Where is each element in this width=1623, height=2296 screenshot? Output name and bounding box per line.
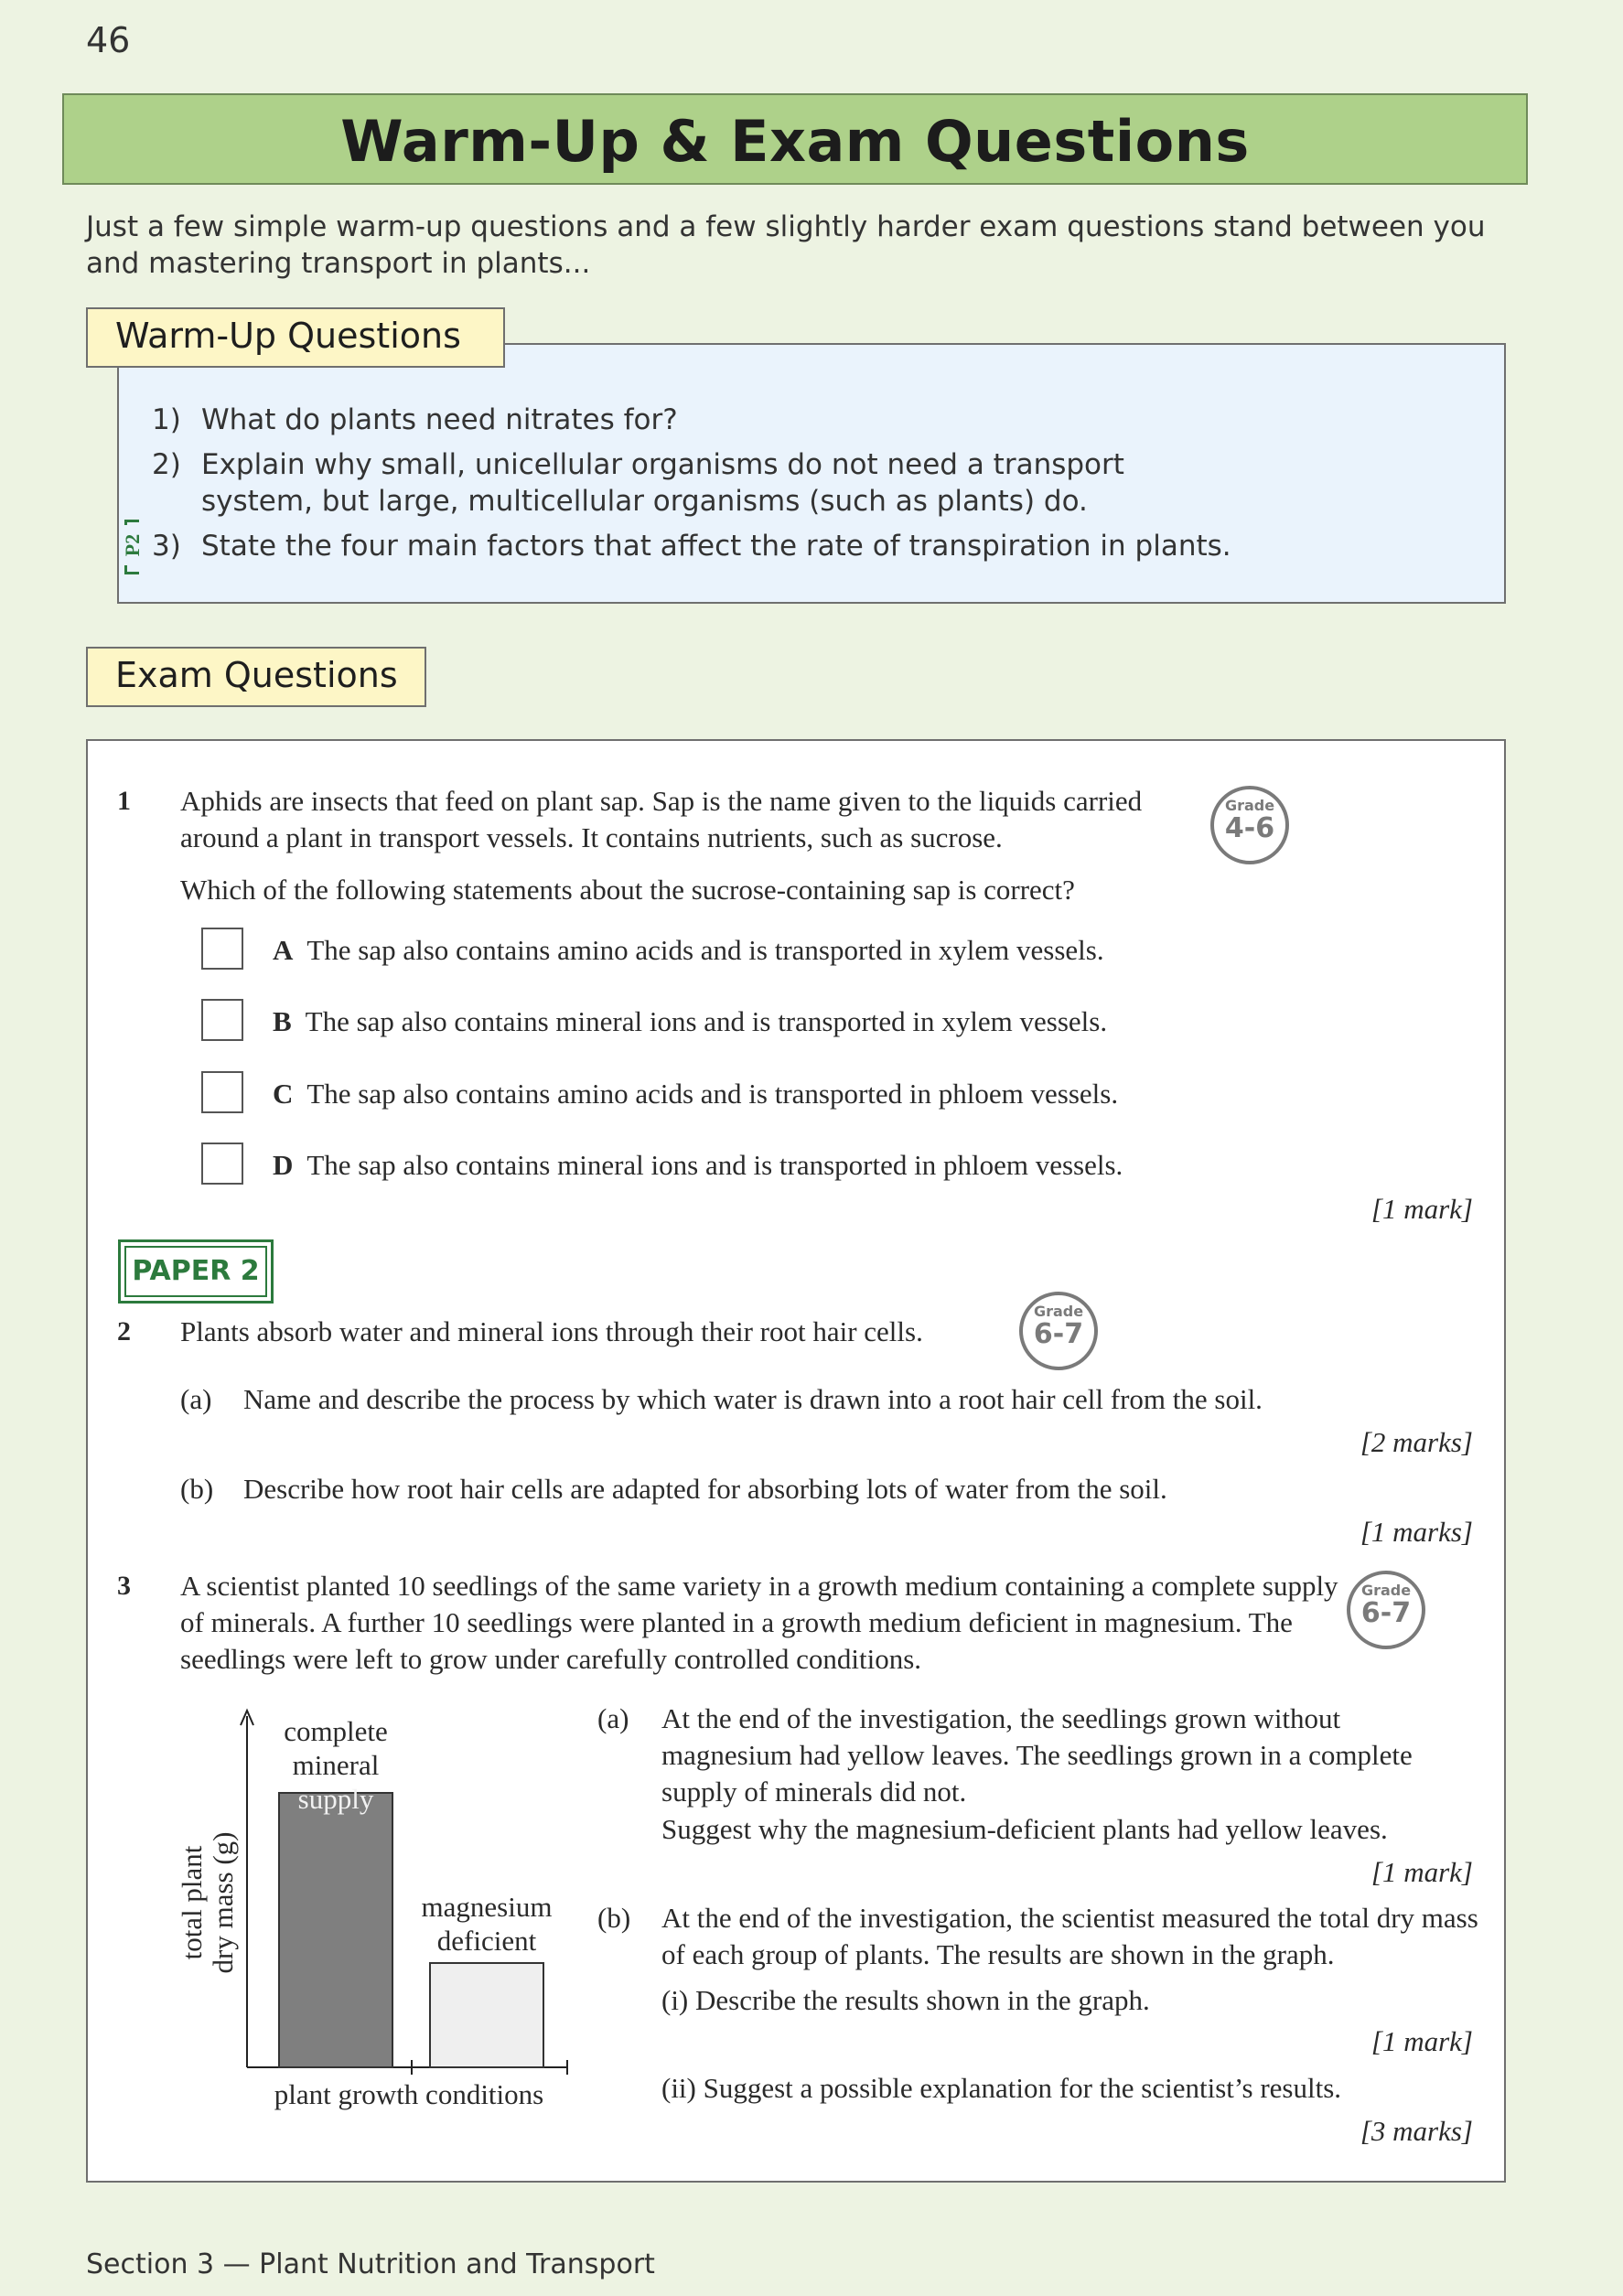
question-3a-text: At the end of the investigation, the seedlings grown without magnesium had yellow leaves. The seedlings grown in a complete supply of minerals did not. (661, 1702, 1413, 1808)
y-axis-label-line: total plant (176, 1845, 208, 1960)
warmup-question-number: 3) (152, 530, 181, 563)
category-label: mineral (292, 1749, 380, 1781)
page-title: Warm-Up & Exam Questions (340, 108, 1250, 175)
grade-label: Grade (1033, 1303, 1084, 1320)
intro-text: Just a few simple warm-up questions and a few slightly harder exam questions stand between you and mastering transport in plants... (86, 210, 1486, 280)
grade-badge (1210, 786, 1289, 864)
marks-label: [2 marks] (1360, 1426, 1473, 1458)
answer-option-a (273, 932, 1370, 969)
question-1-prompt: Which of the following statements about the sucrose-containing sap is correct? (180, 874, 1075, 906)
grade-label: Grade (1224, 797, 1275, 814)
answer-checkbox-c[interactable] (201, 1071, 243, 1113)
y-axis-label-line: dry mass (g) (207, 1831, 239, 1974)
warmup-question-text: Explain why small, unicellular organisms do not need a transport system, but large, multicellular organisms (such as plants) do. (201, 448, 1124, 518)
question-2b-text: Describe how root hair cells are adapted for absorbing lots of water from the soil. (243, 1473, 1167, 1505)
warmup-box (117, 343, 1506, 604)
option-letter: B (273, 1005, 292, 1037)
grade-value: 4-6 (1224, 812, 1275, 844)
question-2a-text: Name and describe the process by which water is drawn into a root hair cell from the soil. (243, 1383, 1263, 1415)
question-3b-label: (b) (597, 1902, 631, 1934)
warmup-question-text: State the four main factors that affect the rate of transpiration in plants. (201, 530, 1231, 563)
question-3a-label: (a) (597, 1702, 629, 1734)
marks-label: [1 marks] (1360, 1516, 1473, 1548)
question-number: 1 (117, 786, 131, 816)
option-text: The sap also contains amino acids and is transported in xylem vessels. (306, 934, 1104, 966)
title-banner (62, 93, 1528, 185)
option-text: The sap also contains mineral ions and is transported in xylem vessels. (305, 1005, 1108, 1037)
question-2a-label: (a) (180, 1383, 212, 1415)
category-label: magnesium (421, 1891, 553, 1923)
question-2-text: Plants absorb water and mineral ions through their root hair cells. (180, 1315, 923, 1347)
question-1-text: Aphids are insects that feed on plant sap. Sap is the name given to the liquids carried around a plant in transport vessels. It contains nutrients, such as sucrose. (180, 785, 1143, 853)
question-number: 2 (117, 1316, 131, 1346)
warmup-question-number: 1) (152, 403, 181, 436)
grade-value: 6-7 (1033, 1318, 1084, 1350)
exam-section-label: Exam Questions (86, 647, 426, 707)
warmup-question-text: What do plants need nitrates for? (201, 403, 678, 436)
question-3bi-text: (i) Describe the results shown in the graph. (661, 1984, 1150, 2016)
option-text: The sap also contains amino acids and is transported in phloem vessels. (306, 1078, 1119, 1110)
question-number: 3 (117, 1571, 131, 1601)
p2-tag: P2 (121, 525, 145, 565)
option-text: The sap also contains mineral ions and is transported in phloem vessels. (306, 1149, 1123, 1181)
question-3-text: A scientist planted 10 seedlings of the same variety in a growth medium containing a complete supply of minerals. A further 10 seedlings were planted in a growth medium deficient in magnesium. The seedlings were left to grow under carefully controlled conditions. (180, 1570, 1338, 1675)
marks-label: [1 mark] (1370, 1193, 1473, 1225)
question-3bii-text: (ii) Suggest a possible explanation for the scientist’s results. (661, 2072, 1342, 2104)
bar-complete-mineral-supply (279, 1793, 392, 2067)
option-letter: D (273, 1149, 294, 1181)
warmup-question-number: 2) (152, 448, 181, 481)
answer-checkbox-d[interactable] (201, 1143, 243, 1185)
marks-label: [1 mark] (1370, 2025, 1473, 2057)
page-number: 46 (86, 20, 131, 60)
option-letter: A (273, 934, 294, 966)
grade-badge (1019, 1292, 1098, 1370)
paper-badge-text: PAPER 2 (124, 1246, 267, 1297)
x-axis-label: plant growth conditions (274, 2078, 544, 2110)
grade-value: 6-7 (1360, 1597, 1412, 1629)
question-2b-label: (b) (180, 1473, 214, 1505)
y-axis-label (176, 1832, 239, 1974)
grade-badge (1347, 1571, 1425, 1649)
answer-option-d (273, 1147, 1370, 1184)
warmup-section-label: Warm-Up Questions (86, 307, 505, 368)
answer-checkbox-b[interactable] (201, 999, 243, 1041)
question-3b-text: At the end of the investigation, the scientist measured the total dry mass of each group of plants. The results are shown in the graph. (661, 1902, 1478, 1970)
category-label: supply (297, 1783, 374, 1815)
category-label: deficient (436, 1925, 537, 1957)
bar-magnesium-deficient (430, 1963, 543, 2067)
marks-label: [1 mark] (1370, 1856, 1473, 1888)
option-letter: C (273, 1078, 294, 1110)
answer-option-c (273, 1076, 1370, 1112)
grade-label: Grade (1360, 1582, 1412, 1599)
marks-label: [3 marks] (1360, 2115, 1473, 2147)
question-3a-prompt: Suggest why the magnesium-deficient plants had yellow leaves. (661, 1813, 1388, 1845)
answer-option-b (273, 1003, 1370, 1040)
paper-badge (118, 1239, 274, 1304)
dry-mass-bar-chart (156, 1701, 586, 2122)
category-label: complete (284, 1715, 388, 1747)
footer-section-title: Section 3 — Plant Nutrition and Transport (86, 2248, 655, 2280)
answer-checkbox-a[interactable] (201, 928, 243, 970)
